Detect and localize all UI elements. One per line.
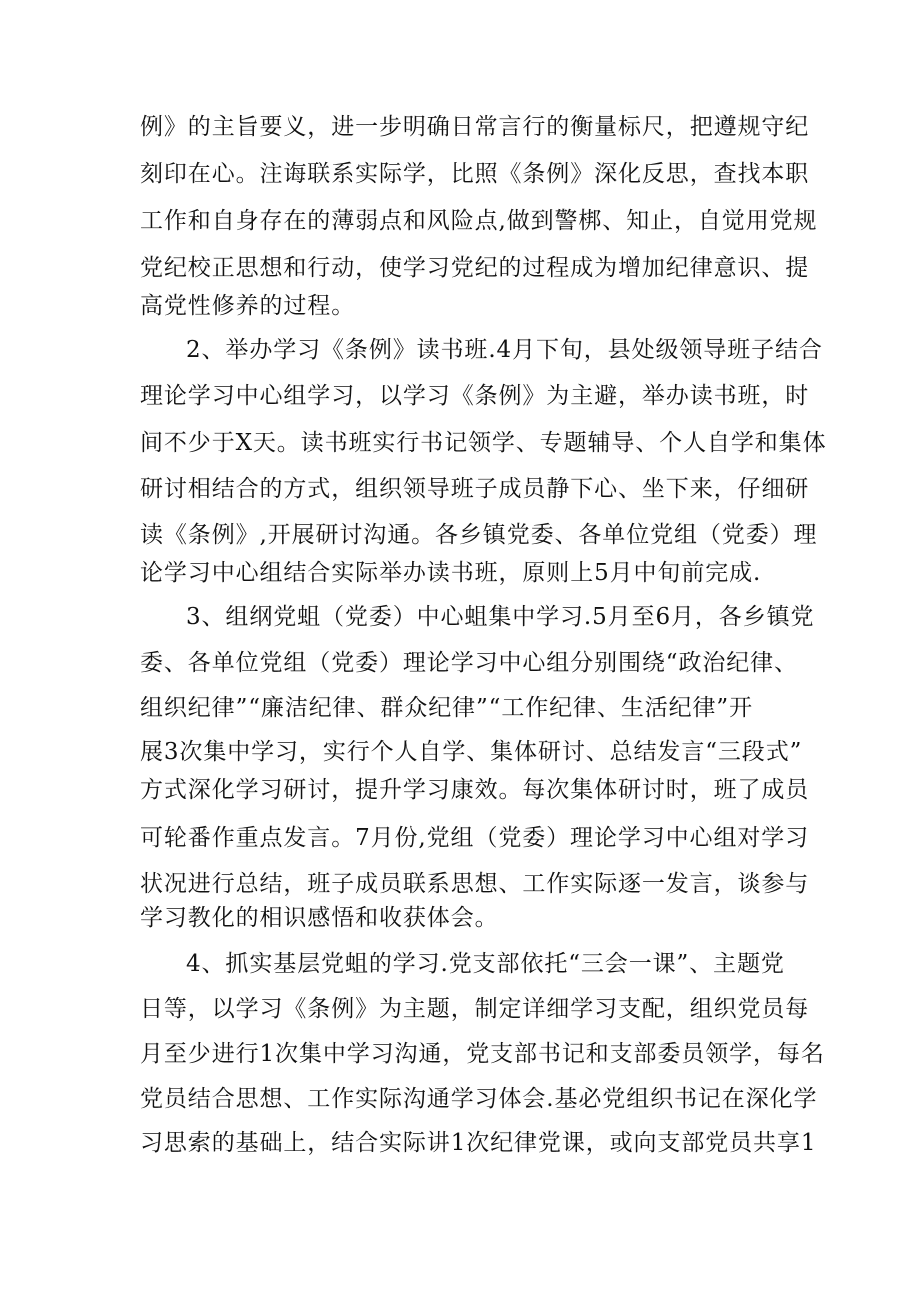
text-line: 工作和自身存在的薄弱点和风险点,做到警梆、知止，自觉用党规 xyxy=(140,208,818,234)
text-line: 间不少于X天。读书班实行书记领学、专题辅导、个人自学和集体 xyxy=(140,430,827,456)
text-line: 展3次集中学习，实行个人自学、集体研讨、总结发言“三段式” xyxy=(140,739,803,765)
text-line: 方式深化学习研讨，提升学习康效。每次集体研讨时，班了成员 xyxy=(140,777,810,803)
text-line: 日等，以学习《条例》为主题，制定详细学习支配，组织党员每 xyxy=(140,996,810,1022)
text-line: 可轮番作重点发言。7月份,党组（党委）理论学习中心组对学习 xyxy=(140,825,810,851)
text-line: 读《条例》,开展研讨沟通。各乡镇党委、各单位党组（党委）理 xyxy=(140,522,818,548)
text-line: 研讨相结合的方式，组织领导班子成员静下心、坐下来，仔细研 xyxy=(140,476,810,502)
text-line: 习思索的基础上，结合实际讲1次纪律党课，或向支部党员共享1 xyxy=(140,1130,817,1156)
text-line: 状况进行总结，班子成员联系思想、工作实际逐一发言，谈参与 xyxy=(140,871,810,897)
text-line: 月至少进行1次集中学习沟通，党支部书记和支部委员领学，每名 xyxy=(140,1041,825,1067)
text-line: 例》的主旨要义，进一步明确日常言行的衡量标尺，把遵规守纪 xyxy=(140,114,810,140)
text-line: 理论学习中心组学习，以学习《条例》为主避，举办读书班，时 xyxy=(140,383,810,409)
text-line: 党纪校正思想和行动，使学习党纪的过程成为增加纪律意识、提 xyxy=(140,255,810,281)
text-line: 委、各单位党组（党委）理论学习中心组分别围绕“政治纪律、 xyxy=(140,650,798,676)
paragraph-3-heading-line: 3、组纲党蛆（党委）中心蛆集中学习.5月至6月，各乡镇党 xyxy=(186,604,815,630)
text-line: 论学习中心组结合实际举办读书班，原则上5月中旬前完成. xyxy=(140,560,762,586)
text-line: 组织纪律”“廉洁纪律、群众纪律”“工作纪律、生活纪律”开 xyxy=(140,695,753,721)
paragraph-2-heading-line: 2、举办学习《条例》读书班.4月下旬，县处级领导班子结合 xyxy=(186,337,823,363)
text-line: 党员结合思想、工作实际沟通学习体会.基必党组织书记在深化学 xyxy=(140,1086,818,1112)
paragraph-4-heading-line: 4、抓实基层党蛆的学习.党支部依托“三会一课”、主题党 xyxy=(186,951,785,977)
text-line: 刻印在心。注诲联系实际学，比照《条例》深化反思，查找本职 xyxy=(140,161,810,187)
text-line: 高党性修养的过程。 xyxy=(140,293,356,319)
text-line: 学习教化的相识感悟和收获体会。 xyxy=(140,905,499,931)
